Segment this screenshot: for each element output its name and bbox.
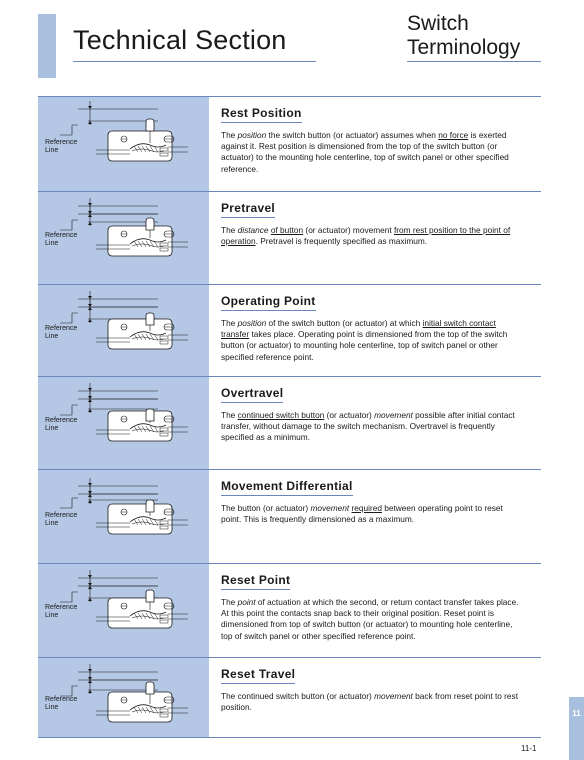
text-run: . Pretravel is frequently specified as maximum. (255, 236, 428, 247)
emphasis-text: distance (237, 225, 269, 235)
reference-line-label (45, 604, 77, 620)
text-run: between operating point to reset point. This is frequently dimensioned as a maximum. (221, 503, 503, 525)
reference-label-line-1: Reference (45, 325, 78, 332)
reference-label-line-1: Reference (45, 139, 78, 146)
page-number: 11-1 (521, 744, 537, 753)
switch-diagram (38, 285, 209, 376)
term-description (221, 225, 523, 247)
switch-diagram (38, 192, 209, 284)
term-description (221, 318, 523, 363)
terminology-table (38, 96, 541, 738)
reference-line-label (45, 696, 77, 712)
term-title: Reset Travel (221, 667, 295, 684)
reference-label-line-2: Line (45, 333, 59, 340)
text-run: possible after initial contact transfer, without damage to the switch mechanism. Overtravel is frequently specified as a minimum. (221, 410, 515, 443)
emphasis-text: position (237, 130, 267, 140)
text-run: of the switch button (or actuator) at which (266, 318, 423, 328)
term-row-reset-point (38, 564, 541, 658)
reference-label-line-2: Line (45, 520, 59, 527)
term-title: Movement Differential (221, 479, 353, 496)
section-title-underline (407, 61, 541, 62)
text-run: the switch button (or actuator) assumes when (266, 130, 439, 140)
reference-label-line-2: Line (45, 425, 59, 432)
section-title (407, 12, 520, 60)
reference-label-line-2: Line (45, 612, 59, 619)
underlined-text: continued switch button (237, 410, 325, 420)
text-run: The (221, 597, 238, 607)
text-run: takes place. Operating point is dimensioned from the top of the switch button (or actuator) to mounting hole centerline, top of switch panel or other specified reference point. (221, 329, 508, 362)
term-description (221, 410, 523, 444)
switch-diagram (38, 97, 209, 191)
text-run: The button (or actuator) (221, 503, 311, 513)
term-row-rest-position (38, 96, 541, 192)
term-description (221, 130, 523, 175)
text-run: The (221, 225, 238, 235)
reference-label-line-1: Reference (45, 604, 78, 611)
term-description (221, 597, 523, 642)
reference-label-line-1: Reference (45, 232, 78, 239)
text-run: is exerted against it. Rest position is dimensioned from the top of the switch button (or actuator) to the mounting hole centerline, top of switch panel or other specified reference. (221, 130, 509, 174)
reference-line-label (45, 325, 77, 341)
underlined-text: no force (438, 130, 469, 140)
term-title: Pretravel (221, 201, 275, 218)
reference-line-label (45, 232, 77, 248)
term-description (221, 691, 523, 713)
text-run: (or actuator) movement (303, 225, 394, 235)
chapter-tab-number: 11 (572, 709, 581, 718)
text-run: The continued switch button (or actuator) (221, 691, 375, 701)
text-run: (or actuator) (324, 410, 375, 420)
emphasis-text: movement (374, 691, 413, 701)
chapter-tab (569, 697, 584, 760)
switch-diagram (38, 470, 209, 563)
term-title: Rest Position (221, 106, 302, 123)
term-title: Overtravel (221, 386, 283, 403)
term-row-operating-point (38, 285, 541, 377)
text-run: back from reset point to rest position. (221, 691, 518, 713)
text-run: of actuation at which the second, or return contact transfer takes place. At this point the contacts snap back to their original position. Reset point is dimensioned from top of switch button (or actuator) to mounting hole centerline, top of switch panel or other specified reference point. (221, 597, 519, 641)
term-row-movement-differential (38, 470, 541, 564)
term-title: Operating Point (221, 294, 316, 311)
text-run: The (221, 410, 238, 420)
reference-label-line-1: Reference (45, 512, 78, 519)
emphasis-text: movement (374, 410, 413, 420)
emphasis-text: point (237, 597, 256, 607)
text-run: The (221, 318, 238, 328)
term-row-pretravel (38, 192, 541, 285)
reference-line-label (45, 139, 77, 155)
reference-label-line-2: Line (45, 147, 59, 154)
term-description (221, 503, 523, 525)
reference-label-line-2: Line (45, 704, 59, 711)
reference-label-line-2: Line (45, 240, 59, 247)
header-accent-bar (38, 14, 56, 78)
term-row-overtravel (38, 377, 541, 470)
underlined-text: required (351, 503, 382, 513)
term-row-reset-travel (38, 658, 541, 738)
underlined-text: of button (270, 225, 304, 235)
reference-line-label (45, 417, 77, 433)
text-run: The (221, 130, 238, 140)
section-title-line-2: Terminology (407, 36, 521, 59)
underlined-text: from rest position to the point of operation (221, 225, 511, 247)
reference-line-label (45, 512, 77, 528)
title-underline (73, 61, 316, 62)
reference-label-line-1: Reference (45, 696, 78, 703)
switch-diagram (38, 658, 209, 737)
section-title-line-1: Switch (407, 12, 469, 35)
reference-label-line-1: Reference (45, 417, 78, 424)
term-title: Reset Point (221, 573, 290, 590)
underlined-text: initial switch contact transfer (221, 318, 496, 340)
emphasis-text: movement (310, 503, 350, 513)
switch-diagram (38, 564, 209, 657)
emphasis-text: position (237, 318, 267, 328)
page-title: Technical Section (73, 25, 287, 55)
switch-diagram (38, 377, 209, 469)
